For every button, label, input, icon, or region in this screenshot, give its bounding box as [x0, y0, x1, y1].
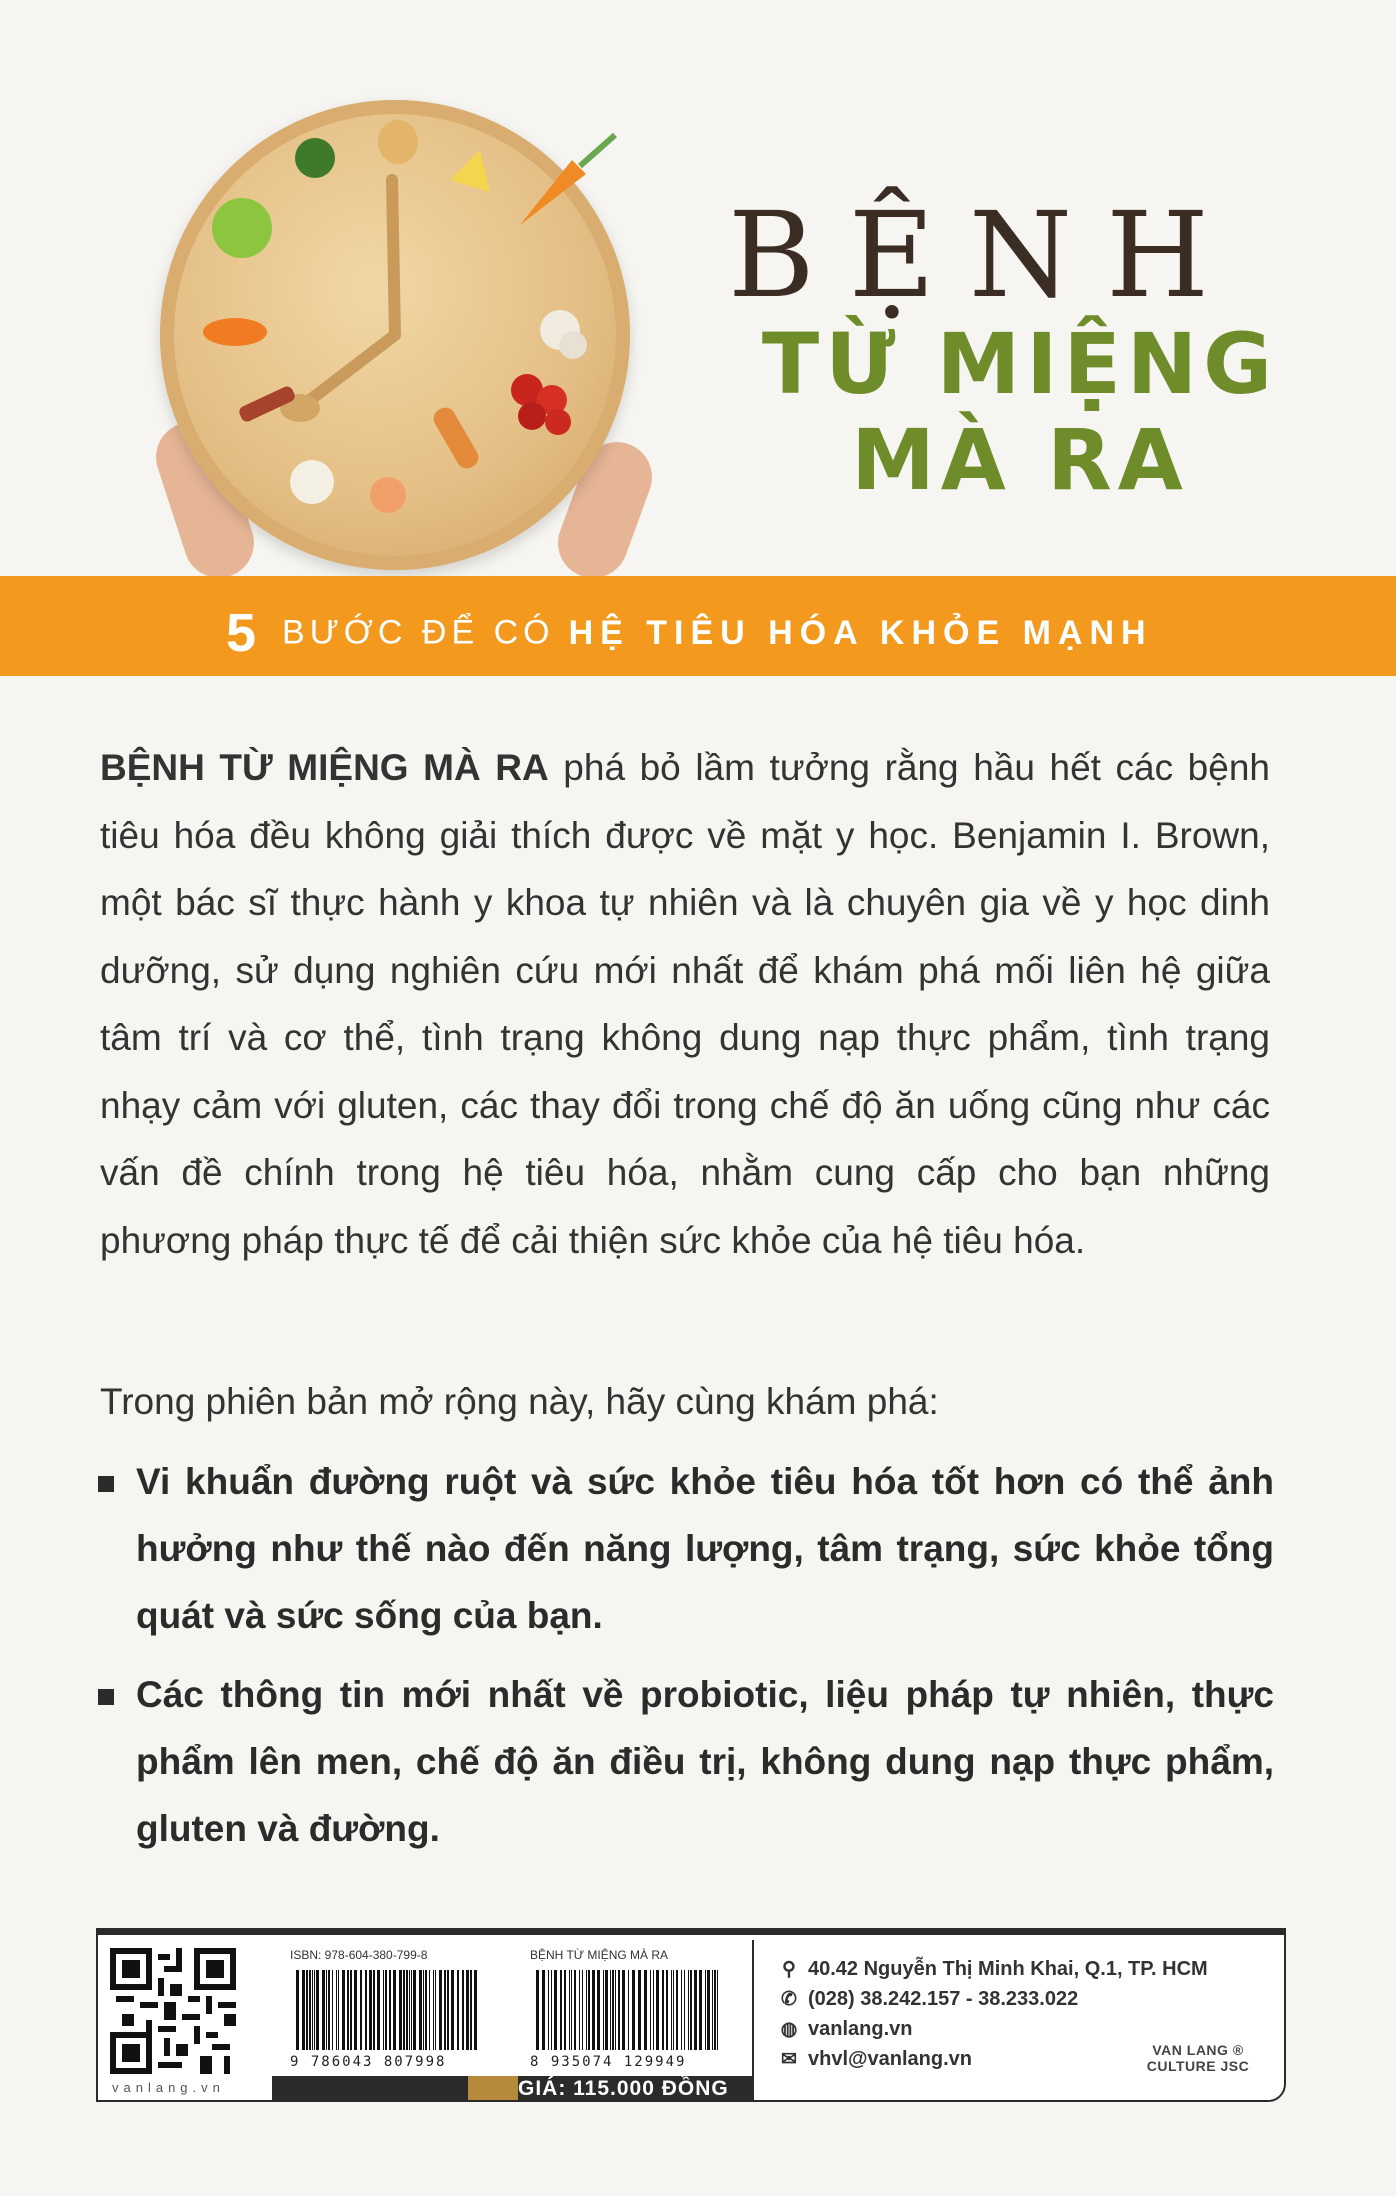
subtitle-number: 5 [226, 603, 261, 663]
contact-website: ◍ vanlang.vn [778, 2014, 1208, 2044]
qr-caption: vanlang.vn [112, 2080, 225, 2095]
info-box-top-rule [98, 1930, 1284, 1935]
qr-code [110, 1948, 236, 2074]
book-title-line3: MÀ RA [851, 411, 1189, 509]
info-box-divider [752, 1940, 754, 2100]
title-barcode-number: 8 935074 129949 [530, 2054, 687, 2070]
title-barcode-label: BỆNH TỪ MIỆNG MÀ RA [530, 1948, 669, 1962]
price-label: GIÁ: 115.000 ĐỒNG [518, 2077, 729, 2100]
publisher-info-box [96, 1928, 1286, 2102]
book-description [100, 734, 1270, 1274]
isbn-barcode [290, 1948, 490, 2078]
phone-icon: ✆ [781, 1988, 797, 2010]
subtitle-bold: HỆ TIÊU HÓA KHỎE MẠNH [568, 613, 1153, 652]
feature-list [94, 1448, 1274, 1874]
plate-clock-illustration [150, 100, 670, 580]
isbn-label: ISBN: 978-604-380-799-8 [290, 1948, 428, 1962]
publisher-logo: VAN LANG ® CULTURE JSC [1146, 2042, 1250, 2074]
contact-email: ✉ vhvl@vanlang.vn [778, 2044, 1208, 2074]
list-item: Các thông tin mới nhất về probiotic, liệu pháp tự nhiên, thực phẩm lên men, chế độ ăn điều trị, không dung nạp thực phẩm, gluten và đường. [94, 1661, 1274, 1862]
bullet-square-icon [98, 1689, 114, 1705]
subtitle-light: BƯỚC ĐỂ CÓ [282, 613, 555, 652]
subtitle-text [226, 602, 1153, 663]
globe-icon: ◍ [780, 2018, 798, 2040]
title-barcode [530, 1948, 730, 2078]
isbn-barcode-bars [296, 1970, 482, 2050]
contact-address: ⚲ 40.42 Nguyễn Thị Minh Khai, Q.1, TP. HCM [778, 1954, 1208, 1984]
price-strip [272, 2076, 752, 2102]
bullet-square-icon [98, 1476, 114, 1492]
location-pin-icon: ⚲ [782, 1958, 796, 1980]
expanded-edition-intro: Trong phiên bản mở rộng này, hãy cùng khám phá: [100, 1381, 939, 1422]
list-item: Vi khuẩn đường ruột và sức khỏe tiêu hóa tốt hơn có thể ảnh hưởng như thế nào đến năng lượng, tâm trạng, sức khỏe tổng quát và sức sống của bạn. [94, 1448, 1274, 1649]
plate-clock-svg [160, 100, 630, 570]
book-title-line2: TỪ MIỆNG [761, 315, 1279, 413]
title-barcode-bars [536, 1970, 722, 2050]
email-icon: ✉ [781, 2048, 797, 2070]
book-title-line1: BỆNH [728, 186, 1244, 324]
contact-phone: ✆ (028) 38.242.157 - 38.233.022 [778, 1984, 1208, 2014]
isbn-number: 9 786043 807998 [290, 2054, 447, 2070]
subtitle-band [0, 576, 1396, 676]
price-strip-accent [468, 2076, 518, 2102]
description-lead: BỆNH TỪ MIỆNG MÀ RA [100, 747, 549, 788]
description-rest: phá bỏ lầm tưởng rằng hầu hết các bệnh tiêu hóa đều không giải thích được về mặt y học. Benjamin I. Brown, một bác sĩ thực hành y khoa tự nhiên và là chuyên gia về y học dinh dưỡng, sử dụng nghiên cứu mới nhất để khám phá mối liên hệ giữa tâm trí và cơ thể, tình trạng không dung nạp thực phẩm, tình trạng nhạy cảm với gluten, các thay đổi trong chế độ ăn uống cũng như các vấn đề chính trong hệ tiêu hóa, nhằm cung cấp cho bạn những phương pháp thực tế để cải thiện sức khỏe của hệ tiêu hóa. [100, 747, 1270, 1261]
